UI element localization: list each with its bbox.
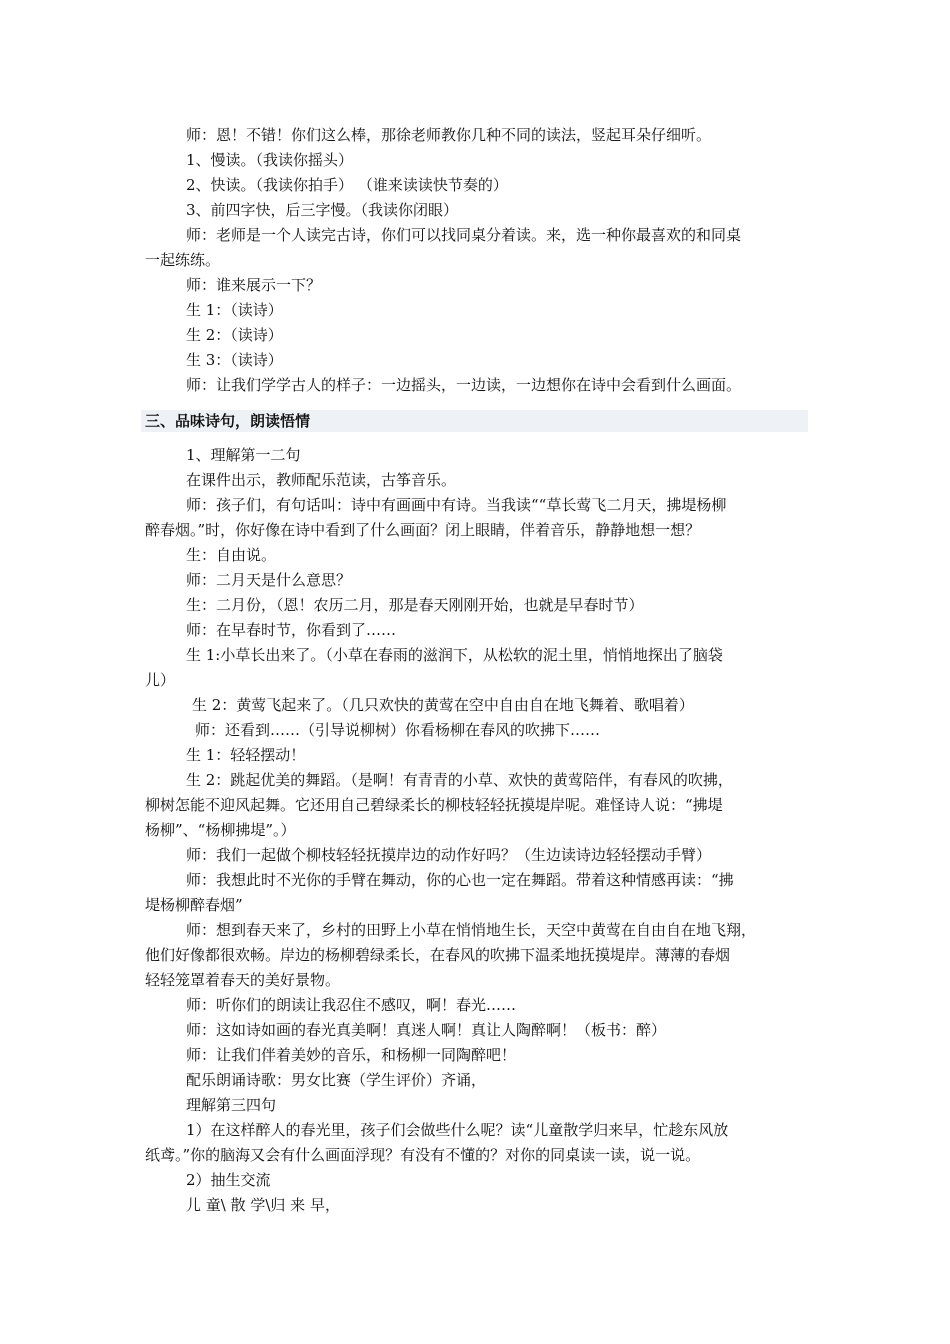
text-line: 生 3：（读诗） bbox=[186, 351, 283, 369]
text-line: 师：让我们学学古人的样子：一边摇头，一边读，一边想你在诗中会看到什么画面。 bbox=[186, 376, 742, 394]
text-line: 纸鸢。”你的脑海又会有什么画面浮现？有没有不懂的？对你的同桌读一读，说一说。 bbox=[145, 1146, 701, 1164]
text-line: 生：自由说。 bbox=[186, 546, 277, 564]
text-line: 2、快读。（我读你拍手） （谁来读读快节奏的） bbox=[186, 176, 508, 194]
text-line: 3、前四字快，后三字慢。（我读你闭眼） bbox=[186, 201, 459, 219]
text-line: 醉春烟。”时，你好像在诗中看到了什么画面？闭上眼睛，伴着音乐，静静地想一想？ bbox=[145, 521, 701, 539]
text-line: 生 2：跳起优美的舞蹈。（是啊！有青青的小草、欢快的黄莺陪伴，有春风的吹拂， bbox=[186, 771, 733, 789]
text-line: 生 1：（读诗） bbox=[186, 301, 283, 319]
text-line: 2）抽生交流 bbox=[186, 1171, 271, 1189]
text-line: 儿） bbox=[145, 671, 176, 689]
text-line: 师：孩子们，有句话叫：诗中有画画中有诗。当我读““草长莺飞二月天，拂堤杨柳 bbox=[186, 496, 727, 514]
text-line: 1、慢读。（我读你摇头） bbox=[186, 151, 354, 169]
text-line: 1、理解第一二句 bbox=[186, 446, 301, 464]
text-line: 师：二月天是什么意思？ bbox=[186, 571, 352, 589]
text-line: 师：我想此时不光你的手臂在舞动，你的心也一定在舞蹈。带着这种情感再读：“拂 bbox=[186, 871, 734, 889]
text-line: 师：老师是一个人读完古诗，你们可以找同桌分着读。来，选一种你最喜欢的和同桌 bbox=[186, 226, 742, 244]
text-line: 杨柳”、“杨柳拂堤”。） bbox=[145, 821, 296, 839]
text-line: 在课件出示，教师配乐范读，古筝音乐。 bbox=[186, 471, 457, 489]
text-line: 轻轻笼罩着春天的美好景物。 bbox=[145, 971, 341, 989]
text-line: 师：恩！不错！你们这么棒，那徐老师教你几种不同的读法，竖起耳朵仔细听。 bbox=[186, 126, 712, 144]
text-line: 师：我们一起做个柳枝轻轻抚摸岸边的动作好吗？（生边读诗边轻轻摆动手臂） bbox=[186, 846, 712, 864]
text-line: 师：这如诗如画的春光真美啊！真迷人啊！真让人陶醉啊！（板书：醉） bbox=[186, 1021, 667, 1039]
text-line: 堤杨柳醉春烟” bbox=[145, 896, 243, 914]
text-line: 生 1：轻轻摆动！ bbox=[186, 746, 306, 764]
text-line: 师：想到春天来了，乡村的田野上小草在悄悄地生长，天空中黄莺在自由自在地飞翔， bbox=[186, 921, 757, 939]
text-line: 理解第三四句 bbox=[186, 1096, 277, 1114]
text-line: 他们好像都很欢畅。岸边的杨柳碧绿柔长，在春风的吹拂下温柔地抚摸堤岸。薄薄的春烟 bbox=[145, 946, 731, 964]
text-line: 生：二月份，（恩！农历二月，那是春天刚刚开始，也就是早春时节） bbox=[186, 596, 644, 614]
text-line: 师：听你们的朗读让我忍住不感叹，啊！春光…… bbox=[186, 996, 517, 1014]
text-line: 儿 童\ 散 学\归 来 早， bbox=[186, 1196, 340, 1214]
text-line: 柳树怎能不迎风起舞。它还用自己碧绿柔长的柳枝轻轻抚摸堤岸呢。难怪诗人说：“拂堤 bbox=[145, 796, 723, 814]
text-line: 师：谁来展示一下？ bbox=[186, 276, 322, 294]
text-line: 生 2：黄莺飞起来了。（几只欢快的黄莺在空中自由自在地飞舞着、歌唱着） bbox=[192, 696, 694, 714]
text-line: 师：还看到……（引导说柳树）你看杨柳在春风的吹拂下…… bbox=[195, 721, 601, 739]
text-line: 生 2：（读诗） bbox=[186, 326, 283, 344]
text-line: 配乐朗诵诗歌：男女比赛（学生评价）齐诵， bbox=[186, 1071, 487, 1089]
text-line: 生 1:小草长出来了。（小草在春雨的滋润下，从松软的泥土里，悄悄地探出了脑袋 bbox=[186, 646, 723, 664]
section-heading: 三、品味诗句，朗读悟情 bbox=[141, 410, 808, 432]
text-line: 一起练练。 bbox=[145, 251, 221, 269]
text-line: 师：在早春时节，你看到了…… bbox=[186, 621, 397, 639]
text-line: 1）在这样醉人的春光里，孩子们会做些什么呢？读“儿童散学归来早，忙趁东风放 bbox=[186, 1121, 729, 1139]
text-line: 师：让我们伴着美妙的音乐，和杨柳一同陶醉吧！ bbox=[186, 1046, 517, 1064]
